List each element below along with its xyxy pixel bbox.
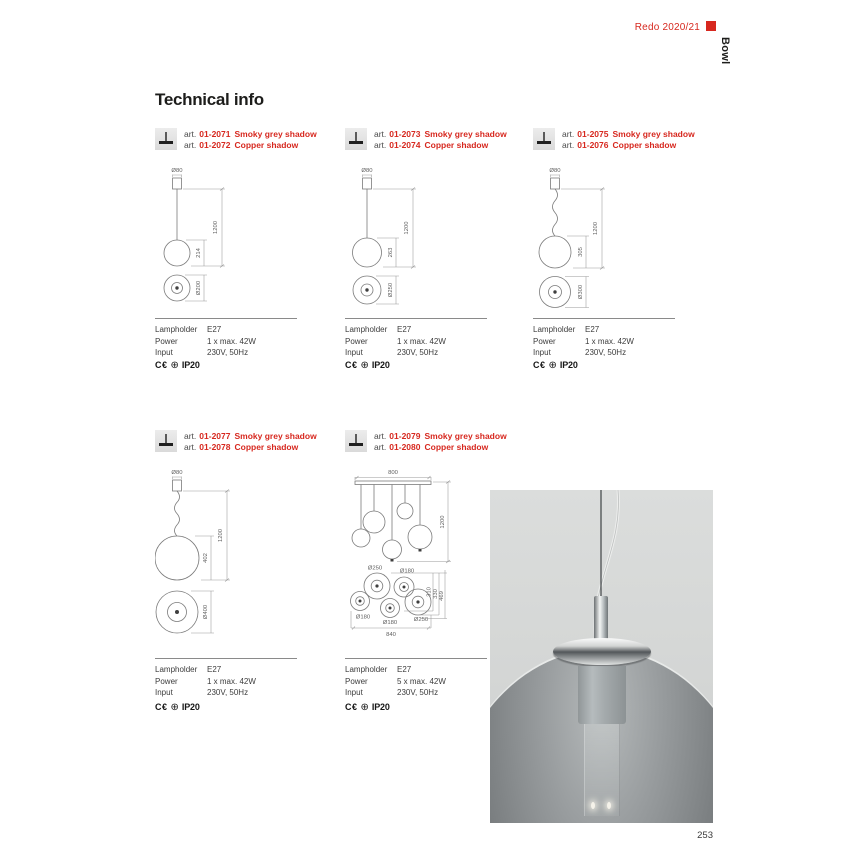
spec-row: Lampholder E27	[155, 325, 222, 334]
brand-square	[706, 21, 716, 31]
ce-mark-icon: C€	[155, 702, 168, 712]
article-finish: Copper shadow	[234, 442, 299, 452]
dim-label: 1200	[593, 221, 599, 236]
spec-value: 230V, 50Hz	[397, 688, 439, 697]
article-finish: Copper shadow	[424, 442, 489, 452]
dim-label: Ø180	[355, 614, 371, 621]
dim-label: 469	[439, 591, 446, 601]
article-finish: Smoky grey shadow	[612, 129, 695, 139]
technical-drawing	[345, 466, 487, 651]
spec-value: 1 x max. 42W	[207, 336, 256, 346]
article-line: art. 01-2078 Copper shadow	[184, 442, 299, 452]
spec-value: 230V, 50Hz	[207, 348, 249, 357]
article-line: art. 01-2080 Copper shadow	[374, 442, 489, 452]
ip-rating: IP20	[559, 360, 578, 370]
article-finish: Smoky grey shadow	[424, 431, 507, 441]
dim-label: 1200	[404, 221, 410, 235]
product-block-2071	[155, 128, 317, 428]
spec-table	[155, 318, 297, 359]
spec-row: Input 230V, 50Hz	[533, 348, 627, 357]
ip-rating: IP20	[181, 702, 200, 712]
enec-icon: ⊕	[170, 701, 179, 713]
pendant-lamp-icon	[533, 128, 555, 150]
page-title: Technical info	[155, 90, 264, 109]
spec-value: 230V, 50Hz	[207, 688, 249, 697]
article-finish: Copper shadow	[234, 140, 299, 150]
dim-label: 800	[388, 470, 398, 476]
chrome-cap	[553, 638, 651, 665]
product-block-2073	[345, 128, 507, 428]
spec-value: 1 x max. 42W	[397, 336, 446, 346]
catalog-edition-label: Redo 2020/21	[634, 22, 700, 33]
spec-row: Power 5 x max. 42W	[345, 676, 446, 686]
article-code: 01-2071	[199, 129, 231, 139]
dim-label: Ø200	[196, 280, 202, 296]
product-photo	[490, 490, 713, 823]
dim-label: 402	[203, 553, 209, 563]
spec-row: Input 230V, 50Hz	[345, 688, 439, 697]
spec-row: Lampholder E27	[533, 325, 600, 334]
spec-value: E27	[207, 325, 222, 334]
enec-icon: ⊕	[360, 359, 369, 371]
article-code: 01-2073	[389, 129, 421, 139]
pendant-lamp-icon	[155, 430, 177, 452]
spec-value: E27	[397, 665, 412, 674]
spec-row: Power 1 x max. 42W	[155, 676, 256, 686]
article-code: 01-2075	[577, 129, 609, 139]
product-block-2079	[345, 430, 507, 730]
article-code: 01-2074	[389, 140, 421, 150]
dim-label: Ø250	[367, 565, 383, 572]
article-finish: Smoky grey shadow	[424, 129, 507, 139]
block-header	[345, 430, 507, 453]
spec-value: 1 x max. 42W	[585, 336, 634, 346]
spec-row: Power 1 x max. 42W	[345, 336, 446, 346]
article-line: art. 01-2079 Smoky grey shadow	[374, 431, 507, 441]
section-tab: Bowl	[719, 37, 731, 65]
dim-label: Ø400	[203, 604, 209, 620]
certification-row	[155, 360, 200, 370]
ip-rating: IP20	[371, 360, 390, 370]
spec-value: 230V, 50Hz	[397, 348, 439, 357]
article-line: art. 01-2071 Smoky grey shadow	[184, 129, 317, 139]
spec-value: E27	[397, 325, 412, 334]
article-line: art. 01-2075 Smoky grey shadow	[562, 129, 695, 139]
dim-label: Ø180	[399, 568, 415, 575]
article-code: 01-2072	[199, 140, 231, 150]
spec-value: E27	[207, 665, 222, 674]
glass-neck	[578, 666, 626, 724]
dim-label: 310	[426, 587, 433, 597]
article-line: art. 01-2073 Smoky grey shadow	[374, 129, 507, 139]
dim-label: Ø80	[171, 470, 183, 476]
article-code: 01-2078	[199, 442, 231, 452]
article-list	[184, 430, 317, 453]
block-header	[155, 128, 317, 151]
pendant-lamp-icon	[345, 128, 367, 150]
spec-row: Power 1 x max. 42W	[155, 336, 256, 346]
spec-row: Power 1 x max. 42W	[533, 336, 634, 346]
dim-label: 1200	[218, 528, 224, 543]
article-line: art. 01-2076 Copper shadow	[562, 140, 677, 150]
dim-label: 840	[386, 632, 396, 638]
technical-drawing	[155, 164, 297, 314]
article-code: 01-2076	[577, 140, 609, 150]
page-number: 253	[697, 830, 713, 841]
dim-label: Ø180	[382, 620, 398, 626]
dim-label: Ø80	[361, 168, 373, 174]
article-list	[374, 128, 507, 151]
product-block-2075	[533, 128, 695, 428]
article-finish: Copper shadow	[612, 140, 677, 150]
dim-label: Ø250	[413, 617, 429, 623]
spec-row: Input 230V, 50Hz	[155, 348, 249, 357]
dim-label: Ø80	[171, 168, 183, 174]
article-line: art. 01-2077 Smoky grey shadow	[184, 431, 317, 441]
pendant-lamp-icon	[345, 430, 367, 452]
article-list	[374, 430, 507, 453]
article-code: 01-2080	[389, 442, 421, 452]
certification-row	[533, 360, 578, 370]
article-finish: Copper shadow	[424, 140, 489, 150]
enec-icon: ⊕	[548, 359, 557, 371]
article-finish: Smoky grey shadow	[234, 129, 317, 139]
pendant-lamp-icon	[155, 128, 177, 150]
chrome-stem	[594, 596, 608, 642]
ce-mark-icon: C€	[345, 360, 358, 370]
enec-icon: ⊕	[170, 359, 179, 371]
filament-glint	[591, 802, 595, 809]
ce-mark-icon: C€	[533, 360, 546, 370]
spec-table	[345, 318, 487, 359]
dim-label: Ø300	[578, 284, 584, 300]
spec-value: 5 x max. 42W	[397, 676, 446, 686]
spec-table	[155, 658, 297, 699]
spec-value: 1 x max. 42W	[207, 676, 256, 686]
filament-glint	[607, 802, 611, 809]
technical-drawing	[533, 164, 675, 314]
dim-label: Ø80	[549, 168, 561, 174]
spec-table	[345, 658, 487, 699]
article-finish: Smoky grey shadow	[234, 431, 317, 441]
article-line: art. 01-2074 Copper shadow	[374, 140, 489, 150]
ce-mark-icon: C€	[155, 360, 168, 370]
article-code: 01-2079	[389, 431, 421, 441]
block-header	[155, 430, 317, 453]
article-code: 01-2077	[199, 431, 231, 441]
dim-label: 305	[578, 247, 584, 257]
certification-row	[155, 702, 200, 712]
dim-label: 1200	[213, 220, 219, 235]
certification-row	[345, 360, 390, 370]
block-header	[533, 128, 695, 151]
spec-table	[533, 318, 675, 359]
spec-row: Lampholder E27	[155, 665, 222, 674]
product-block-2077	[155, 430, 317, 730]
certification-row	[345, 702, 390, 712]
dim-label: Ø250	[388, 282, 394, 298]
catalog-edition	[0, 21, 716, 33]
spec-value: E27	[585, 325, 600, 334]
spec-row: Lampholder E27	[345, 325, 412, 334]
enec-icon: ⊕	[360, 701, 369, 713]
article-list	[184, 128, 317, 151]
spec-row: Lampholder E27	[345, 665, 412, 674]
ce-mark-icon: C€	[345, 702, 358, 712]
dim-label: 330	[432, 589, 439, 599]
spec-value: 230V, 50Hz	[585, 348, 627, 357]
article-line: art. 01-2072 Copper shadow	[184, 140, 299, 150]
light-bulb	[584, 724, 620, 816]
dim-label: 263	[388, 247, 394, 258]
technical-drawing	[345, 164, 487, 314]
block-header	[345, 128, 507, 151]
technical-drawing	[155, 466, 297, 651]
dim-label: 214	[196, 248, 202, 258]
dim-label: 1200	[440, 515, 446, 529]
spec-row: Input 230V, 50Hz	[155, 688, 249, 697]
spec-row: Input 230V, 50Hz	[345, 348, 439, 357]
article-list	[562, 128, 695, 151]
ip-rating: IP20	[371, 702, 390, 712]
ip-rating: IP20	[181, 360, 200, 370]
